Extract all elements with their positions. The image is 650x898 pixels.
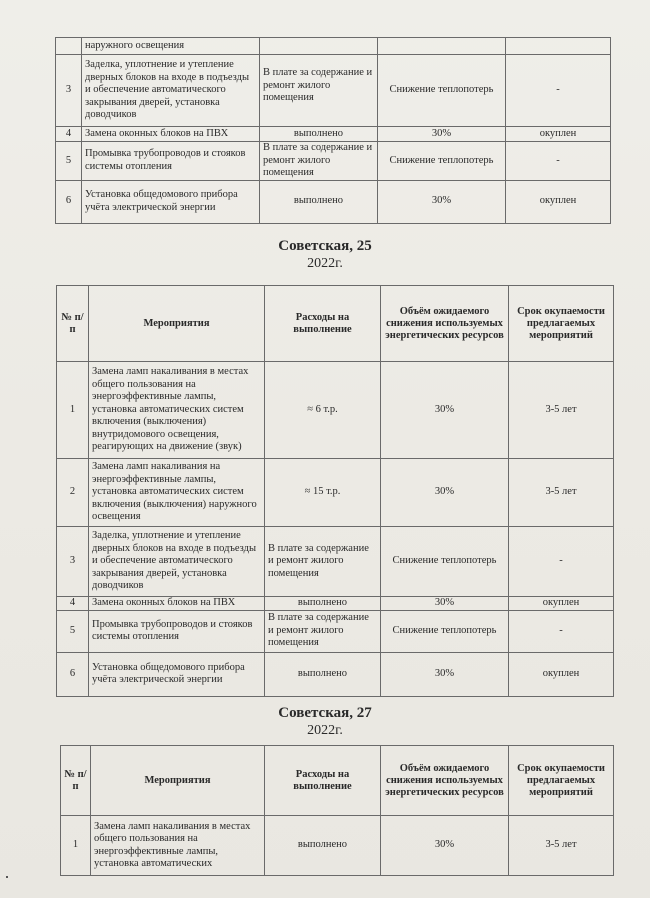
cell-num: 3 [57, 527, 89, 597]
table-row [57, 610, 614, 652]
table-row [56, 127, 611, 142]
cell-payback: окуплен [506, 127, 611, 142]
cell-cost: выполнено [265, 652, 381, 696]
table-row [56, 55, 611, 127]
cell-payback: окуплен [509, 652, 614, 696]
cell-volume: Снижение теплопотерь [381, 527, 509, 597]
header-num: № п/п [61, 746, 91, 816]
cell-cost: В плате за содержание и ремонт жилого помещения [265, 610, 381, 652]
header-volume: Объём ожидаемого снижения используемых энергетических ресурсов [381, 746, 509, 816]
measures-table [56, 285, 614, 697]
section-heading [0, 705, 650, 739]
header-payback: Срок окупаемости предлагаемых мероприятий [509, 286, 614, 362]
cell-volume: 30% [381, 459, 509, 527]
cell-payback: - [509, 527, 614, 597]
cell-measure: Замена ламп накаливания в местах общего пользования на энергоэффективные лампы, установка автоматических [91, 816, 265, 876]
table-row [57, 527, 614, 597]
cell-volume: 30% [378, 127, 506, 142]
cell-volume: Снижение теплопотерь [378, 142, 506, 181]
cell-num: 5 [57, 610, 89, 652]
cell-payback: окуплен [509, 597, 614, 611]
cell-volume: Снижение теплопотерь [378, 55, 506, 127]
cell-volume: 30% [381, 652, 509, 696]
header-cost: Расходы на выполнение [265, 286, 381, 362]
cell-cost [260, 38, 378, 55]
cell-payback: - [506, 55, 611, 127]
table-row [56, 142, 611, 181]
cell-num: 5 [56, 142, 82, 181]
cell-num: 4 [56, 127, 82, 142]
header-volume: Объём ожидаемого снижения используемых энергетических ресурсов [381, 286, 509, 362]
cell-cost: ≈ 6 т.р. [265, 362, 381, 459]
cell-volume: 30% [378, 180, 506, 223]
cell-volume: 30% [381, 597, 509, 611]
section-year: 2022г. [307, 723, 343, 738]
cell-measure: Замена ламп накаливания на энергоэффективные лампы, установка автоматических систем включения (выключения) наружного освещения [89, 459, 265, 527]
table-header-row [57, 286, 614, 362]
section-address: Советская, 27 [278, 705, 372, 721]
cell-num: 6 [56, 180, 82, 223]
header-num: № п/п [57, 286, 89, 362]
header-measure: Мероприятия [89, 286, 265, 362]
cell-volume [378, 38, 506, 55]
header-measure: Мероприятия [91, 746, 265, 816]
cell-num: 1 [57, 362, 89, 459]
cell-measure: Заделка, уплотнение и утепление дверных блоков на входе в подъезды и обеспечение автоматического закрывания дверей, установка доводчиков [82, 55, 260, 127]
measures-table [60, 745, 614, 876]
table-row [56, 38, 611, 55]
cell-payback: 3-5 лет [509, 816, 614, 876]
cell-measure: Установка общедомового прибора учёта электрической энергии [89, 652, 265, 696]
cell-cost: выполнено [260, 180, 378, 223]
cell-measure: Промывка трубопроводов и стояков системы отопления [89, 610, 265, 652]
cell-num: 2 [57, 459, 89, 527]
cell-payback [506, 38, 611, 55]
table-row [61, 816, 614, 876]
header-cost: Расходы на выполнение [265, 746, 381, 816]
section-year: 2022г. [307, 256, 343, 271]
cell-payback: - [506, 142, 611, 181]
cell-num: 4 [57, 597, 89, 611]
cell-cost: выполнено [265, 816, 381, 876]
cell-payback: - [509, 610, 614, 652]
cell-cost: выполнено [260, 127, 378, 142]
table-header-row [61, 746, 614, 816]
cell-payback: окуплен [506, 180, 611, 223]
table-row [56, 180, 611, 223]
header-payback: Срок окупаемости предлагаемых мероприятий [509, 746, 614, 816]
cell-num: 3 [56, 55, 82, 127]
scan-speck [6, 876, 8, 878]
cell-cost: ≈ 15 т.р. [265, 459, 381, 527]
cell-measure: Промывка трубопроводов и стояков системы отопления [82, 142, 260, 181]
section-heading [0, 238, 650, 272]
table-row [57, 459, 614, 527]
section-address: Советская, 25 [278, 238, 372, 254]
cell-cost: В плате за содержание и ремонт жилого помещения [260, 55, 378, 127]
cell-cost: В плате за содержание и ремонт жилого помещения [260, 142, 378, 181]
table-row [57, 652, 614, 696]
cell-volume: 30% [381, 362, 509, 459]
cell-cost: В плате за содержание и ремонт жилого помещения [265, 527, 381, 597]
cell-num: 1 [61, 816, 91, 876]
cell-cost: выполнено [265, 597, 381, 611]
cell-num: 6 [57, 652, 89, 696]
cell-payback: 3-5 лет [509, 362, 614, 459]
cell-measure: Замена оконных блоков на ПВХ [89, 597, 265, 611]
cell-measure: Замена оконных блоков на ПВХ [82, 127, 260, 142]
cell-measure: Установка общедомового прибора учёта электрической энергии [82, 180, 260, 223]
cell-measure: наружного освещения [82, 38, 260, 55]
cell-measure: Заделка, уплотнение и утепление дверных блоков на входе в подъезды и обеспечение автоматического закрывания дверей, установка доводчиков [89, 527, 265, 597]
cell-num [56, 38, 82, 55]
table-continued [55, 37, 611, 224]
table-row [57, 362, 614, 459]
cell-payback: 3-5 лет [509, 459, 614, 527]
cell-volume: 30% [381, 816, 509, 876]
cell-measure: Замена ламп накаливания в местах общего пользования на энергоэффективные лампы, установка автоматических систем включения (выключения) внутридомового освещения, реагирующих на движение (звук) [89, 362, 265, 459]
cell-volume: Снижение теплопотерь [381, 610, 509, 652]
table-row [57, 597, 614, 611]
